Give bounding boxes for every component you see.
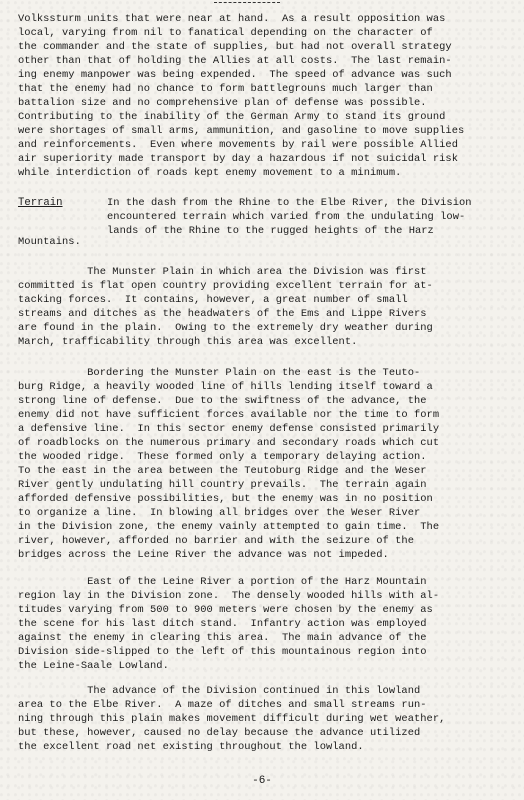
terrain-heading: Terrain	[18, 197, 63, 209]
terrain-paragraph-end: Mountains.	[18, 236, 81, 248]
harz-mountain-paragraph: East of the Leine River a portion of the Harz Mountain region lay in the Division zone. The densely wooded hills with al- titudes varying from 500 to 900 meters were chosen by the enemy as the scene for his last ditch stand. Infantry action was employed against the enemy in clearing this area. The main advance of the Division side-slipped to the left of this mountainous region into the Leine-Saale Lowland.	[18, 576, 440, 672]
top-rule	[214, 2, 280, 3]
intro-paragraph: Volkssturm units that were near at hand. As a result opposition was local, varying from nil to fanatical depending on the character of the commander and the state of supplies, but had not overall strategy other than that of holding the Allies at all costs. The last remain- ing enemy manpower was being expended. The speed of advance was such that the enemy had no chance to form battlegrouns much larger than battalion size and no comprehensive plan of defense was possible. Contributing to the inability of the German Army to stand its ground were shortages of small arms, ammunition, and gasoline to move supplies and reinforcements. Even where movements by rail were possible Allied air superiority made transport by day a hazardous if not suicidal risk while interdiction of roads kept enemy movement to a minimum.	[18, 13, 465, 179]
elbe-lowland-paragraph: The advance of the Division continued in this lowland area to the Elbe River. A maze of ditches and small streams run- ning through this plain makes movement difficult during wet weather, but these, however, caused no delay because the advance utilized the excellent road net existing throughout the lowland.	[18, 685, 446, 753]
teutoburg-ridge-paragraph: Bordering the Munster Plain on the east is the Teuto- burg Ridge, a heavily wooded line of hills lending itself toward a strong line of defense. Due to the swiftness of the advance, the enemy did not have sufficient forces available nor the time to form a defensive line. In this sector enemy defense consisted primarily of roadblocks on the numerous primary and secondary roads which cut the wooded ridge. These formed only a temporary delaying action. To the east in the area between the Teutoburg Ridge and the Weser River gently undulating hill country prevails. The terrain again afforded defensive possibilities, but the enemy was in no position to organize a line. In blowing all bridges over the Weser River in the Division zone, the enemy vainly attempted to gain time. The river, however, afforded no barrier and with the seizure of the bridges across the Leine River the advance was not impeded.	[18, 367, 440, 561]
munster-plain-paragraph: The Munster Plain in which area the Division was first committed is flat open country providing excellent terrain for at- tacking forces. It contains, however, a great number of small streams and ditches as the headwaters of the Ems and Lippe Rivers are found in the plain. Owing to the extremely dry weather during March, trafficability through this area was excellent.	[18, 266, 433, 348]
page-number: -6-	[252, 775, 272, 787]
terrain-paragraph: In the dash from the Rhine to the Elbe River, the Division encountered terrain which varied from the undulating low- lands of the Rhine to the rugged heights of the Harz	[107, 197, 472, 237]
